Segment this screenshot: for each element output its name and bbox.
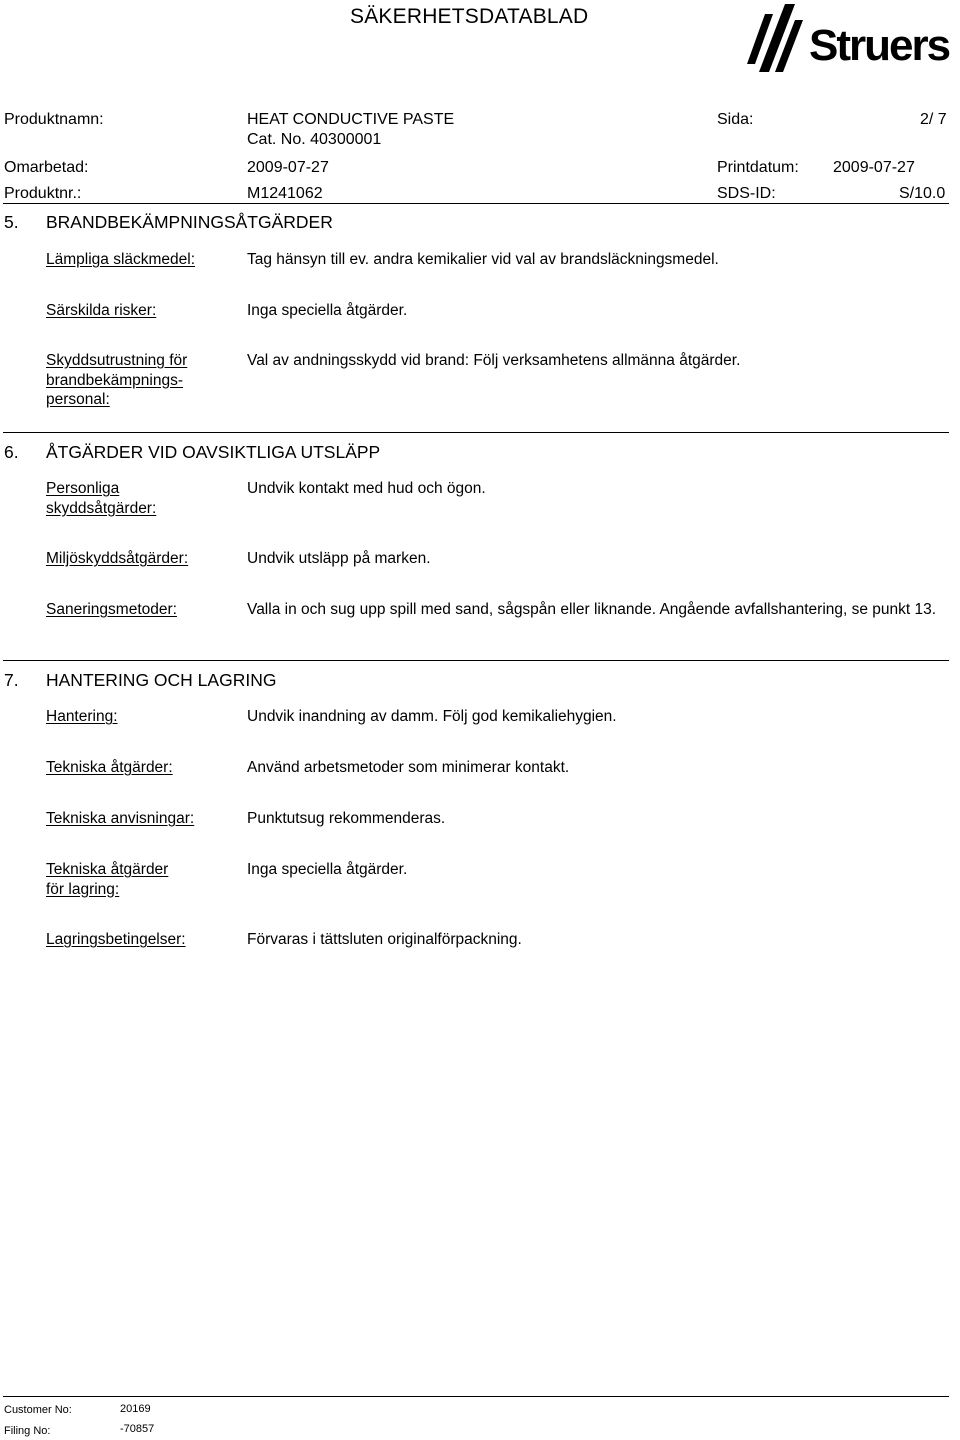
field-label: Hantering: (46, 708, 118, 725)
print-date-value: 2009-07-27 (833, 159, 915, 176)
field-label: Lagringsbetingelser: (46, 931, 186, 948)
customer-no-value: 20169 (120, 1403, 151, 1415)
field-value: Undvik utsläpp på marken. (247, 550, 431, 567)
field-label: Lämpliga släckmedel: (46, 251, 196, 268)
section-title: ÅTGÄRDER VID OAVSIKTLIGA UTSLÄPP (46, 442, 381, 462)
sds-id-label: SDS-ID: (717, 185, 776, 202)
product-name-value: HEAT CONDUCTIVE PASTE (247, 111, 455, 128)
revised-value: 2009-07-27 (247, 159, 329, 176)
field-value: Inga speciella åtgärder. (247, 302, 408, 319)
field-label: Tekniska åtgärder: (46, 759, 173, 776)
svg-text:Struers: Struers (809, 21, 950, 70)
struers-logo (745, 2, 957, 74)
document-title: SÄKERHETSDATABLAD (350, 5, 589, 28)
sds-id-value: S/10.0 (899, 185, 946, 202)
section-number: 6. (4, 442, 19, 462)
field-value: Inga speciella åtgärder. (247, 861, 408, 878)
field-value: Val av andningsskydd vid brand: Följ verksamhetens allmänna åtgärder. (247, 352, 741, 369)
field-value: Tag hänsyn till ev. andra kemikalier vid val av brandsläckningsmedel. (247, 251, 719, 268)
header-divider (3, 203, 949, 204)
field-label: Saneringsmetoder: (46, 601, 177, 618)
product-no-value: M1241062 (247, 185, 323, 202)
page-label: Sida: (717, 111, 754, 128)
print-date-label: Printdatum: (717, 159, 799, 176)
section-divider (3, 432, 949, 433)
footer-divider (3, 1396, 949, 1397)
field-value: Använd arbetsmetoder som minimerar kontakt. (247, 759, 570, 776)
section-5-heading (4, 212, 333, 232)
revised-label: Omarbetad: (4, 159, 89, 176)
field-label: Tekniska åtgärder för lagring: (46, 861, 169, 898)
section-divider (3, 660, 949, 661)
filing-no-value: -70857 (120, 1423, 155, 1435)
filing-no-label: Filing No: (4, 1425, 51, 1437)
field-label: Skyddsutrustning för brandbekämpnings- personal: (46, 352, 188, 408)
section-title: BRANDBEKÄMPNINGSÅTGÄRDER (46, 212, 333, 232)
cat-no-value: Cat. No. 40300001 (247, 131, 382, 148)
section-7-heading (4, 670, 276, 690)
field-value: Undvik inandning av damm. Följ god kemikaliehygien. (247, 708, 617, 725)
section-number: 5. (4, 212, 19, 232)
field-value: Punktutsug rekommenderas. (247, 810, 446, 827)
field-value: Valla in och sug upp spill med sand, sågspån eller liknande. Angående avfallshantering, se punkt 13. (247, 601, 937, 618)
customer-no-label: Customer No: (4, 1404, 72, 1416)
field-label: Personliga skyddsåtgärder: (46, 480, 157, 517)
field-label: Särskilda risker: (46, 302, 157, 319)
product-name-label: Produktnamn: (4, 111, 104, 128)
field-value: Undvik kontakt med hud och ögon. (247, 480, 486, 497)
page-value: 2/ 7 (920, 111, 947, 128)
field-value: Förvaras i tättsluten originalförpackning. (247, 931, 522, 948)
field-label: Tekniska anvisningar: (46, 810, 195, 827)
product-no-label: Produktnr.: (4, 185, 82, 202)
section-6-heading (4, 442, 380, 462)
field-label: Miljöskyddsåtgärder: (46, 550, 189, 567)
section-title: HANTERING OCH LAGRING (46, 670, 277, 690)
section-number: 7. (4, 670, 19, 690)
